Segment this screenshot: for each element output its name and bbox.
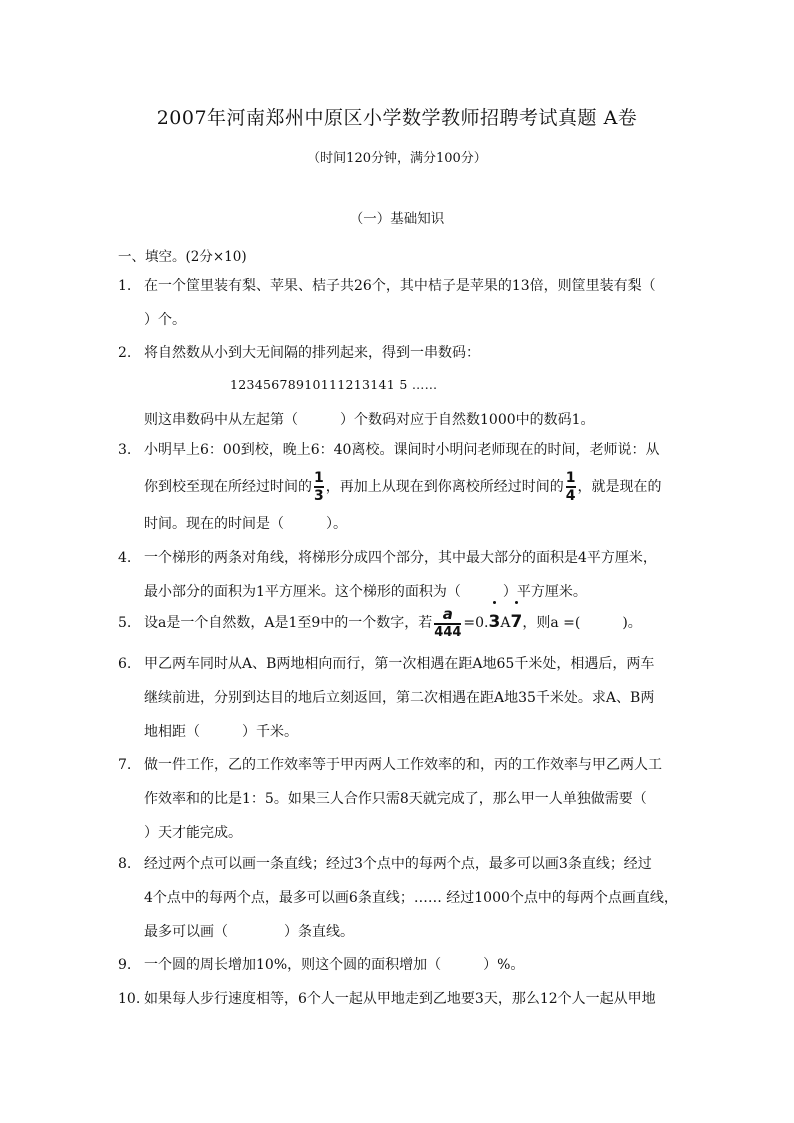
question-number: 9.: [118, 957, 132, 973]
question-text: 甲乙两车同时从A、B两地相向而行，第一次相遇在距A地65千米处，相遇后，两车: [144, 656, 655, 672]
question-6: [118, 647, 678, 749]
exam-duration-note: （时间120分钟，满分100分）: [307, 151, 487, 166]
page-title: 2007年河南郑州中原区小学数学教师招聘考试真题 A卷: [156, 107, 638, 129]
question-text: ）天才能完成。: [144, 825, 242, 841]
question-text: 小明早上6：00到校，晚上6：40离校。课间时小明问老师现在的时间，老师说：从: [144, 442, 660, 458]
question-text: 4个点中的每两个点，最多可以画6条直线；…… 经过1000个点中的每两个点画直线，: [144, 890, 678, 906]
question-number: 4.: [118, 550, 132, 566]
question-7: [118, 748, 678, 850]
question-5: [118, 602, 678, 643]
question-text: 继续前进，分别到达目的地后立刻返回，第二次相遇在距A地35千米处。求A、B两: [144, 690, 655, 706]
question-2-continued: [118, 403, 678, 437]
question-text: 如果每人步行速度相等，6个人一起从甲地走到乙地要3天，那么12个人一起从甲地: [144, 991, 656, 1007]
fraction-one-quarter: $\frac{1}{4}$: [565, 470, 576, 504]
question-text: 最多可以画（ ）条直线。: [144, 924, 354, 940]
question-9: [118, 948, 678, 982]
question-2: [118, 336, 678, 370]
question-text: ，再加上从现在到你离校所经过时间的: [325, 479, 564, 495]
question-1: [118, 269, 678, 337]
question-number: 7.: [118, 757, 132, 773]
question-number: 3.: [118, 442, 132, 458]
question-text: 经过两个点可以画一条直线；经过3个点中的每两个点，最多可以画3条直线；经过: [144, 856, 652, 872]
question-text: 时间。现在的时间是（ ）。: [144, 516, 347, 532]
part-heading: 一、填空。(2分×10): [118, 249, 247, 265]
question-number: 6.: [118, 656, 132, 672]
question-number: 8.: [118, 856, 132, 872]
question-text: 则这串数码中从左起第（ ）个数码对应于自然数1000中的数码1。: [144, 412, 595, 428]
question-text: 一个圆的周长增加10%，则这个圆的面积增加（ ）%。: [144, 957, 525, 973]
question-number: 1.: [118, 278, 132, 294]
question-text: 你到校至现在所经过时间的: [144, 479, 312, 495]
repeating-digit: 3: [489, 602, 501, 642]
question-text: ）个。: [144, 312, 186, 328]
question-text: 地相距（ ）千米。: [144, 724, 298, 740]
question-text: =0.: [463, 615, 489, 631]
question-text: 设a是一个自然数，A是1至9中的一个数字，若: [144, 615, 433, 631]
question-text: 将自然数从小到大无间隔的排列起来，得到一串数码：: [144, 345, 480, 361]
question-number: 5.: [118, 615, 132, 631]
question-10: [118, 982, 678, 1016]
digit-sequence: 12345678910111213141 5 ……: [230, 377, 438, 392]
question-3: [118, 433, 678, 541]
question-text: ，就是现在的: [577, 479, 662, 495]
question-text: 一个梯形的两条对角线，将梯形分成四个部分，其中最大部分的面积是4平方厘米，: [144, 550, 657, 566]
question-text: 最小部分的面积为1平方厘米。这个梯形的面积为（ ）平方厘米。: [144, 584, 587, 600]
question-4: [118, 541, 678, 609]
fraction-one-third: $\frac{1}{3}$: [314, 470, 324, 504]
question-text: 在一个筐里装有梨、苹果、桔子共26个，其中桔子是苹果的13倍，则筐里装有梨（: [144, 278, 656, 294]
question-8: [118, 847, 678, 949]
question-text: ，则a =( )。: [522, 615, 642, 631]
repeating-digit: 7: [510, 602, 522, 642]
question-number: 2.: [118, 345, 132, 361]
question-number: 10.: [118, 991, 141, 1007]
question-text: 做一件工作，乙的工作效率等于甲丙两人工作效率的和，丙的工作效率与甲乙两人工: [144, 757, 662, 773]
fraction-a-over-444: $\frac{a}{444}$: [434, 605, 462, 640]
question-text: A: [500, 615, 511, 631]
section-heading: （一）基础知识: [349, 211, 445, 227]
question-text: 作效率和的比是1：5。如果三人合作只需8天就完成了，那么甲一人单独做需要（: [144, 791, 647, 807]
